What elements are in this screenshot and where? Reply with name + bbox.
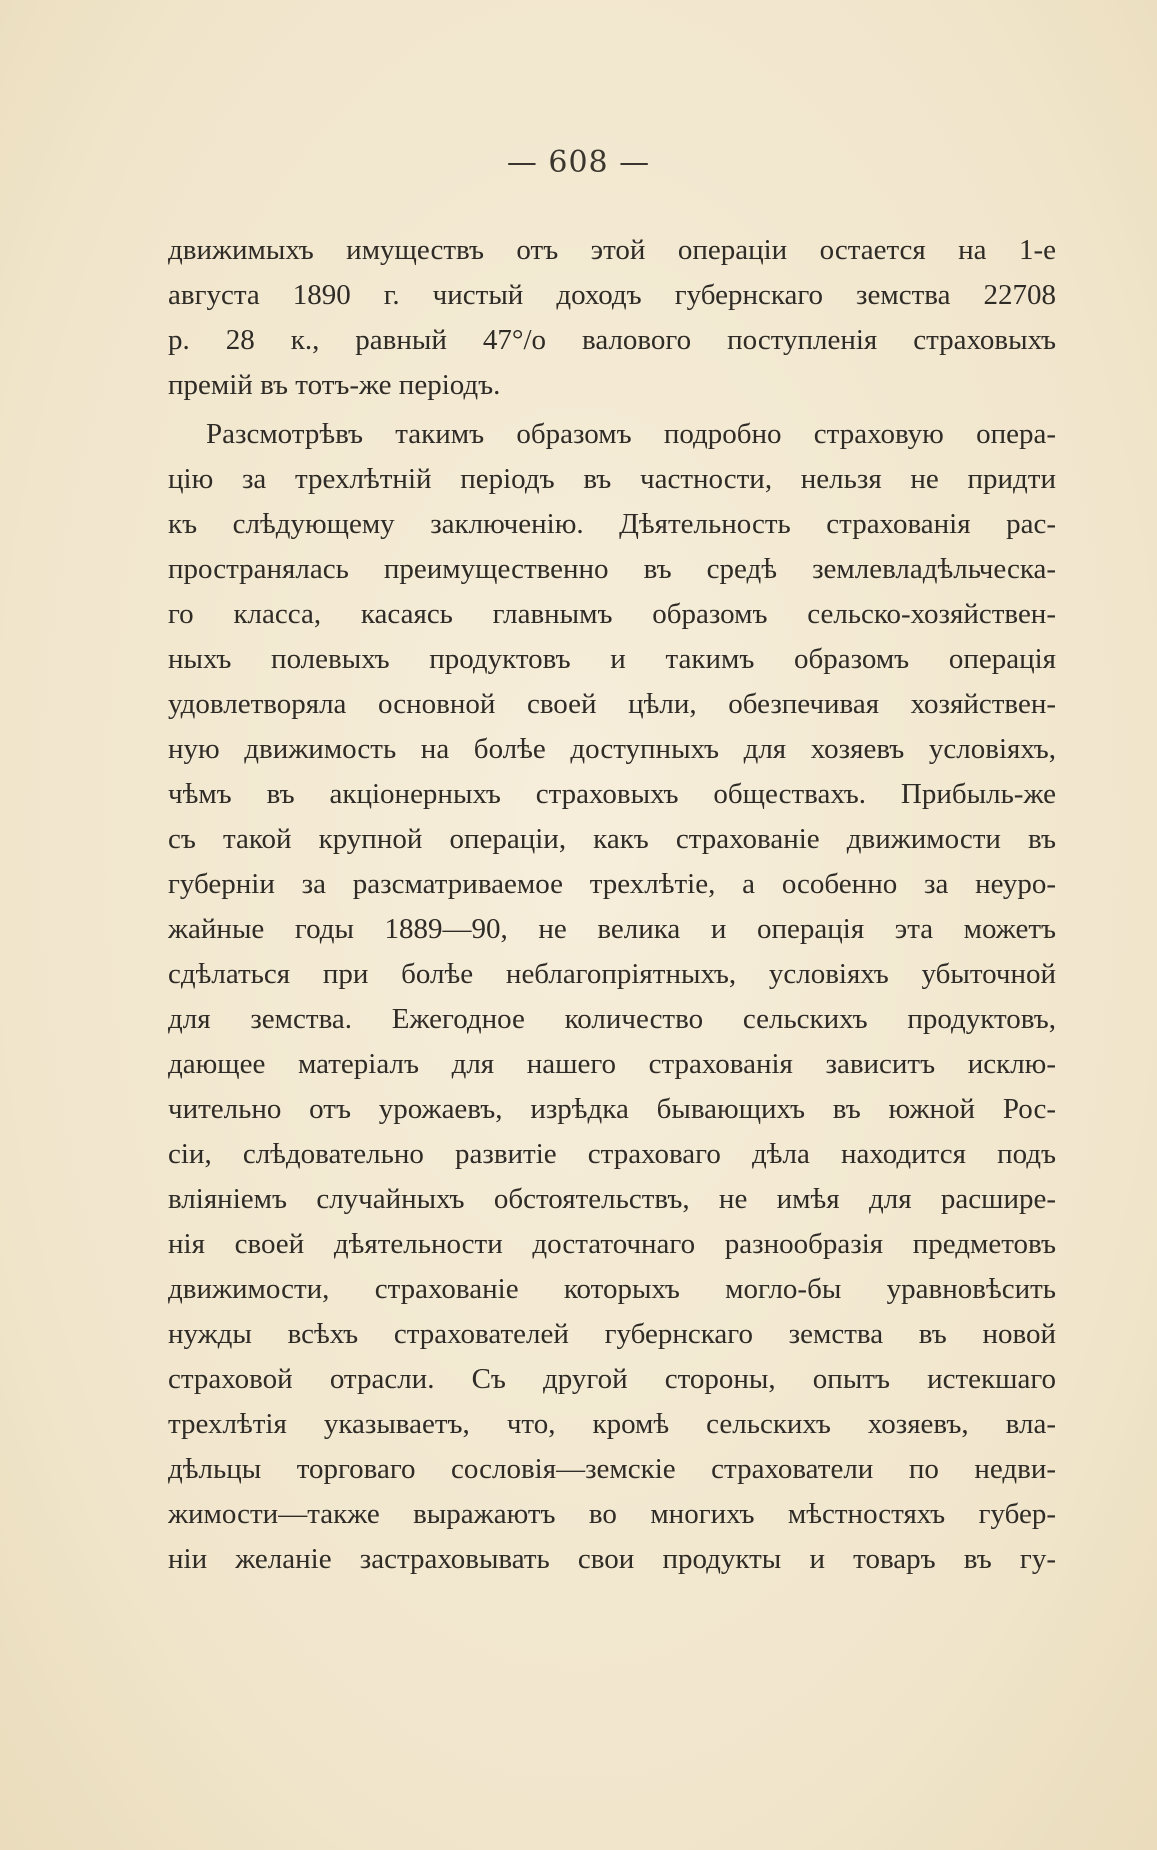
text-line: ныхъ полевыхъ продуктовъ и такимъ образомъ операція [168, 643, 1056, 675]
body-text [168, 228, 1056, 1582]
text-line: удовлетворяла основной своей цѣли, обезпечивая хозяйствен- [168, 688, 1056, 720]
text-line: вліяніемъ случайныхъ обстоятельствъ, не имѣя для расшире- [168, 1183, 1056, 1215]
text-line: ную движимость на болѣе доступныхъ для хозяевъ условіяхъ, [168, 733, 1056, 765]
text-line: жимости—также выражаютъ во многихъ мѣстностяхъ губер- [168, 1498, 1056, 1530]
text-line: къ слѣдующему заключенію. Дѣятельность страхованія рас- [168, 508, 1056, 540]
text-line: августа 1890 г. чистый доходъ губернскаго земства 22708 [168, 279, 1056, 311]
text-line: сдѣлаться при болѣе неблагопріятныхъ, условіяхъ убыточной [168, 958, 1056, 990]
text-line: ніи желаніе застраховывать свои продукты и товаръ въ гу- [168, 1543, 1056, 1575]
text-line: страховой отрасли. Съ другой стороны, опытъ истекшаго [168, 1363, 1056, 1395]
text-line: цію за трехлѣтній періодъ въ частности, нельзя не придти [168, 463, 1056, 495]
text-line: губерніи за разсматриваемое трехлѣтіе, а особенно за неуро- [168, 868, 1056, 900]
text-line: для земства. Ежегодное количество сельскихъ продуктовъ, [168, 1003, 1056, 1035]
text-line: трехлѣтія указываетъ, что, кромѣ сельскихъ хозяевъ, вла- [168, 1408, 1056, 1440]
text-line: жайные годы 1889—90, не велика и операція эта можетъ [168, 913, 1056, 945]
text-line: чѣмъ въ акціонерныхъ страховыхъ обществахъ. Прибыль-же [168, 778, 1056, 810]
text-line: чительно отъ урожаевъ, изрѣдка бывающихъ въ южной Рос- [168, 1093, 1056, 1125]
paragraph-1 [168, 228, 1056, 408]
text-line: премій въ тотъ-же періодъ. [168, 369, 501, 401]
text-line: дающее матеріалъ для нашего страхованія зависитъ исклю- [168, 1048, 1056, 1080]
text-line: движимыхъ имуществъ отъ этой операціи остается на 1-е [168, 234, 1056, 266]
text-line: съ такой крупной операціи, какъ страхованіе движимости въ [168, 823, 1056, 855]
text-line: дѣльцы торговаго сословія—земскіе страхователи по недви- [168, 1453, 1056, 1485]
text-line: движимости, страхованіе которыхъ могло-бы уравновѣсить [168, 1273, 1056, 1305]
text-line: Разсмотрѣвъ такимъ образомъ подробно страховую опера- [206, 418, 1056, 450]
text-line: сіи, слѣдовательно развитіе страховаго дѣла находится подъ [168, 1138, 1056, 1170]
page-number: — 608 — [506, 145, 651, 180]
text-line: р. 28 к., равный 47°/о валового поступленія страховыхъ [168, 324, 1056, 356]
text-line: го класса, касаясь главнымъ образомъ сельско-хозяйствен- [168, 598, 1056, 630]
text-line: нія своей дѣятельности достаточнаго разнообразія предметовъ [168, 1228, 1056, 1260]
text-line: нужды всѣхъ страхователей губернскаго земства въ новой [168, 1318, 1056, 1350]
text-line: пространялась преимущественно въ средѣ землевладѣльческа- [168, 553, 1056, 585]
paragraph-2 [168, 412, 1056, 1582]
